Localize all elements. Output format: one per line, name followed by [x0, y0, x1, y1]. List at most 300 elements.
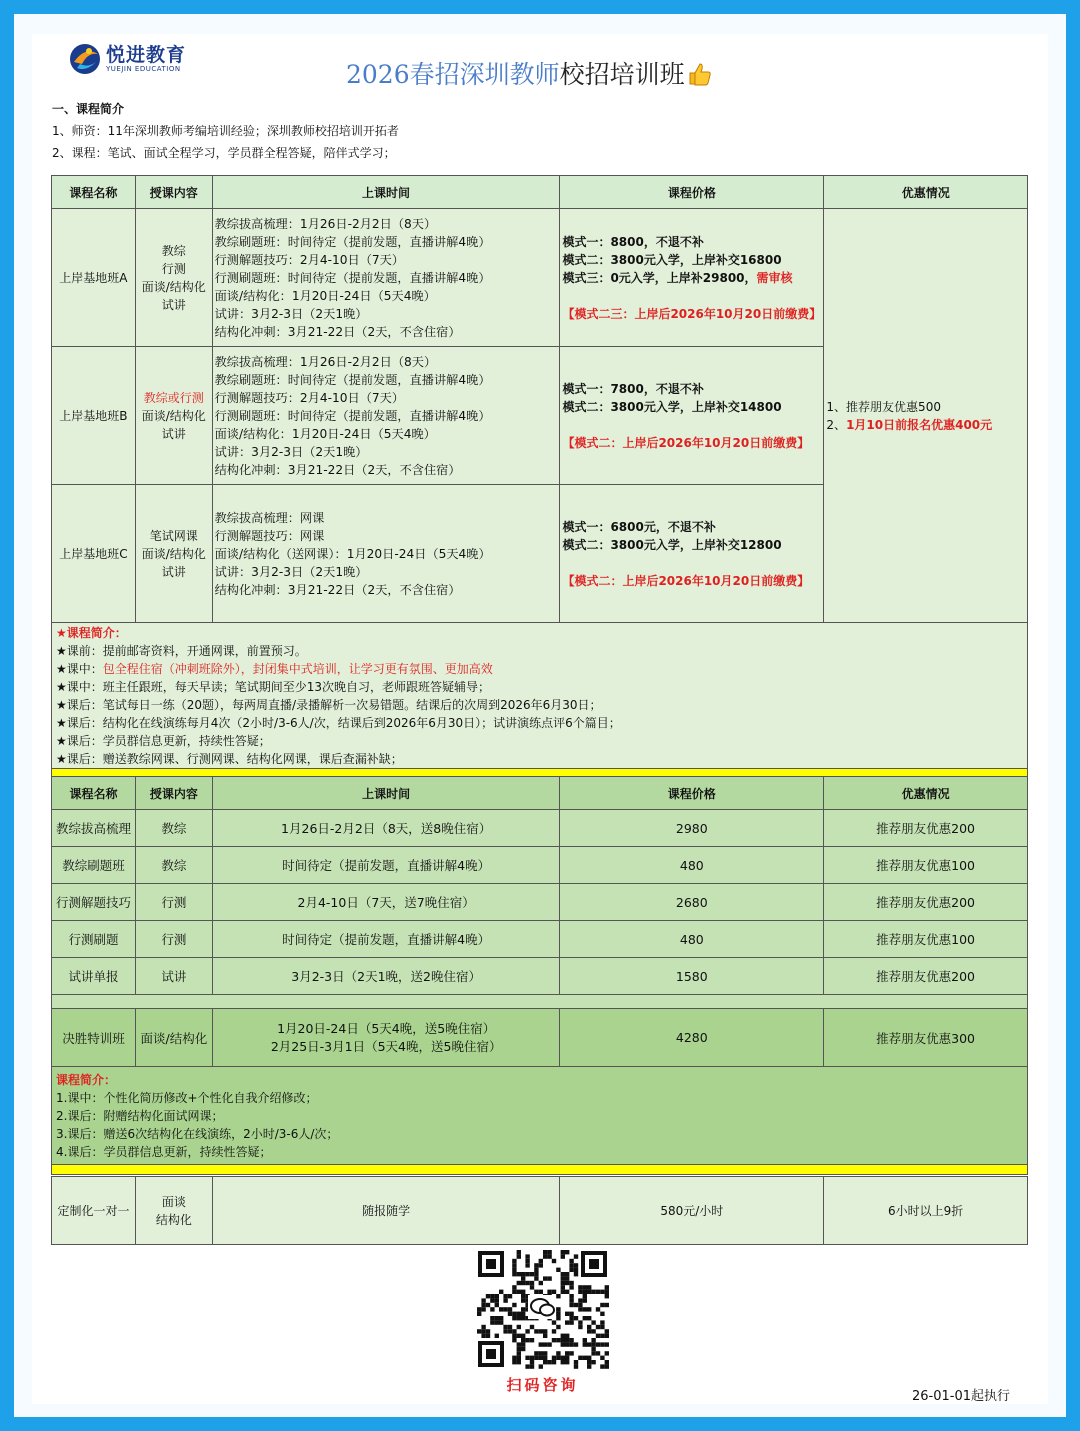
- logo-name: 悦进教育: [106, 43, 187, 66]
- package-times: [212, 485, 560, 623]
- qr-module: [547, 1254, 551, 1258]
- qr-module: [561, 1272, 565, 1276]
- qr-module: [517, 1325, 521, 1329]
- price-line: 模式二：3800元入学，上岸补交16800: [562, 252, 782, 267]
- qr-module: [565, 1356, 569, 1360]
- qr-module: [495, 1303, 499, 1307]
- qr-module: [605, 1303, 609, 1307]
- qr-module: [508, 1329, 512, 1333]
- qr-module: [591, 1360, 595, 1364]
- qr-module: [561, 1290, 565, 1294]
- qr-module: [605, 1329, 609, 1333]
- qr-module: [578, 1298, 582, 1302]
- qr-module: [574, 1263, 578, 1267]
- qr-module: [512, 1263, 516, 1267]
- qr-module: [530, 1364, 534, 1368]
- qr-module: [508, 1325, 512, 1329]
- qr-module: [569, 1294, 573, 1298]
- course-discount: 推荐朋友优惠100: [824, 847, 1028, 884]
- content-line: 结构化: [155, 1212, 192, 1227]
- table-row: [52, 1009, 1028, 1067]
- qr-module: [600, 1342, 604, 1346]
- qr-module: [539, 1259, 543, 1263]
- qr-module: [565, 1290, 569, 1294]
- time-line: 2月25日-3月1日（5天4晚，送5晚住宿）: [270, 1038, 502, 1054]
- qr-module: [552, 1356, 556, 1360]
- qr-module: [556, 1325, 560, 1329]
- qr-module: [556, 1307, 560, 1311]
- qr-module: [525, 1263, 529, 1267]
- qr-module: [539, 1329, 543, 1333]
- qr-module: [587, 1316, 591, 1320]
- payment-note: 【模式二三：上岸后2026年10月20日前缴费】: [562, 306, 822, 321]
- intro-line-2: 2、课程：笔试、面试全程学习，学员群全程答疑，陪伴式学习；: [52, 146, 396, 160]
- course-time: 3月2-3日（2天1晚，送2晚住宿）: [212, 958, 560, 995]
- content-line: 教综: [161, 243, 186, 258]
- qr-module: [600, 1290, 604, 1294]
- course-price: 480: [560, 847, 824, 884]
- note-prefix: ★课中：: [56, 661, 103, 676]
- note-line: 4.课后：学员群信息更新，持续性答疑；: [56, 1144, 272, 1159]
- qr-module: [605, 1364, 609, 1368]
- qr-module: [530, 1285, 534, 1289]
- qr-module: [596, 1290, 600, 1294]
- page-title: [346, 58, 713, 92]
- qr-module: [490, 1320, 494, 1324]
- qr-module: [578, 1325, 582, 1329]
- qr-module: [552, 1290, 556, 1294]
- course-price: 2680: [560, 884, 824, 921]
- table-row: [52, 1177, 1028, 1245]
- qr-module: [521, 1334, 525, 1338]
- qr-module: [596, 1325, 600, 1329]
- qr-module: [583, 1342, 587, 1346]
- note-line: ★课后：赠送教综网课、行测网课、结构化网课，课后查漏补缺；: [56, 751, 403, 766]
- time-line: 试讲：3月2-3日（2天1晚）: [214, 564, 368, 579]
- content-line: 面谈/结构化: [141, 408, 206, 423]
- package-content: [135, 347, 212, 485]
- content-line: 试讲: [161, 564, 186, 579]
- time-line: 试讲：3月2-3日（2天1晚）: [214, 444, 368, 459]
- qr-module: [521, 1276, 525, 1280]
- qr-code[interactable]: [476, 1249, 609, 1369]
- qr-module: [534, 1290, 538, 1294]
- qr-module: [517, 1312, 521, 1316]
- course-name: 行测解题技巧: [52, 884, 136, 921]
- note-line: ★课后：笔试每日一练（20题），每两周直播/录播解析一次易错题。结课后的次周到2026年6月30日；: [56, 697, 602, 712]
- qr-module: [490, 1307, 494, 1311]
- course-time: 随报随学: [212, 1177, 560, 1245]
- time-line: 试讲：3月2-3日（2天1晚）: [214, 306, 368, 321]
- qr-module: [561, 1334, 565, 1338]
- time-line: 教综拔高梳理：网课: [214, 510, 325, 525]
- qr-module: [591, 1338, 595, 1342]
- package-content: [135, 485, 212, 623]
- qr-module: [605, 1334, 609, 1338]
- qr-module: [512, 1259, 516, 1263]
- qr-module: [569, 1281, 573, 1285]
- qr-module: [512, 1312, 516, 1316]
- qr-module: [569, 1312, 573, 1316]
- time-line: 行测解题技巧：2月4-10日（7天）: [214, 252, 405, 267]
- qr-module: [477, 1329, 481, 1333]
- qr-module: [556, 1316, 560, 1320]
- qr-module: [569, 1259, 573, 1263]
- qr-module: [578, 1356, 582, 1360]
- course-content: 行测: [135, 921, 212, 958]
- qr-module: [574, 1342, 578, 1346]
- qr-module: [517, 1250, 521, 1254]
- price-line: 模式一：7800，不退不补: [562, 381, 704, 396]
- qr-module: [534, 1263, 538, 1267]
- qr-module: [587, 1285, 591, 1289]
- qr-module: [495, 1316, 499, 1320]
- course-time: 2月4-10日（7天，送7晚住宿）: [212, 884, 560, 921]
- qr-module: [587, 1364, 591, 1368]
- qr-module: [512, 1272, 516, 1276]
- qr-module: [495, 1320, 499, 1324]
- qr-module: [600, 1303, 604, 1307]
- qr-module: [583, 1290, 587, 1294]
- qr-module: [552, 1259, 556, 1263]
- qr-module: [521, 1338, 525, 1342]
- course-price: 4280: [560, 1009, 824, 1067]
- package-table: [51, 175, 1028, 779]
- qr-module: [561, 1254, 565, 1258]
- qr-module: [499, 1316, 503, 1320]
- content-line-highlight: 教综或行测: [143, 390, 204, 405]
- qr-module: [512, 1285, 516, 1289]
- qr-module: [547, 1276, 551, 1280]
- time-line: 行测解题技巧：2月4-10日（7天）: [214, 390, 405, 405]
- qr-module: [530, 1325, 534, 1329]
- package-content: [135, 209, 212, 347]
- qr-module: [525, 1259, 529, 1263]
- qr-module: [512, 1303, 516, 1307]
- time-line: 面谈/结构化（送网课）：1月20日-24日（5天4晚）: [214, 546, 491, 561]
- time-line: 面谈/结构化：1月20日-24日（5天4晚）: [214, 288, 436, 303]
- qr-module: [561, 1250, 565, 1254]
- course-time: 时间待定（提前发题，直播讲解4晚）: [212, 847, 560, 884]
- qr-module: [578, 1320, 582, 1324]
- qr-module: [521, 1298, 525, 1302]
- time-line: 教综刷题班：时间待定（提前发题，直播讲解4晚）: [214, 372, 491, 387]
- qr-module: [600, 1312, 604, 1316]
- qr-module: [503, 1307, 507, 1311]
- custom-course-table: [51, 1176, 1028, 1245]
- qr-module: [539, 1290, 543, 1294]
- qr-module: [569, 1285, 573, 1289]
- special-notes: [52, 1067, 1028, 1165]
- content-line: 试讲: [161, 297, 186, 312]
- qr-module: [574, 1268, 578, 1272]
- qr-module: [486, 1294, 490, 1298]
- qr-module: [521, 1290, 525, 1294]
- qr-module: [561, 1342, 565, 1346]
- qr-module: [517, 1316, 521, 1320]
- qr-module: [565, 1334, 569, 1338]
- header-time: 上课时间: [212, 176, 560, 209]
- qr-module: [587, 1307, 591, 1311]
- qr-module: [556, 1356, 560, 1360]
- qr-module: [565, 1342, 569, 1346]
- qr-module: [499, 1307, 503, 1311]
- qr-module: [503, 1325, 507, 1329]
- qr-module: [539, 1263, 543, 1267]
- qr-module: [543, 1342, 547, 1346]
- header-time: 上课时间: [212, 777, 560, 810]
- qr-module: [508, 1312, 512, 1316]
- effective-date: 26-01-01起执行: [912, 1389, 1011, 1404]
- course-content: 行测: [135, 884, 212, 921]
- discount-line-1: 1、推荐朋友优惠500: [826, 399, 941, 414]
- table-row: [52, 209, 1028, 347]
- qr-module: [534, 1351, 538, 1355]
- qr-module: [578, 1307, 582, 1311]
- qr-module: [547, 1342, 551, 1346]
- qr-module: [583, 1356, 587, 1360]
- qr-module: [561, 1356, 565, 1360]
- qr-module: [561, 1276, 565, 1280]
- note-line: ★课前：提前邮寄资料，开通网课，前置预习。: [56, 643, 307, 658]
- qr-module: [565, 1360, 569, 1364]
- qr-module: [512, 1316, 516, 1320]
- qr-module: [525, 1254, 529, 1258]
- time-line: 行测刷题班：时间待定（提前发题，直播讲解4晚）: [214, 408, 491, 423]
- qr-module: [499, 1290, 503, 1294]
- qr-module: [547, 1250, 551, 1254]
- qr-module: [552, 1360, 556, 1364]
- qr-module: [596, 1307, 600, 1311]
- qr-module: [565, 1312, 569, 1316]
- qr-module: [569, 1342, 573, 1346]
- qr-module: [517, 1254, 521, 1258]
- qr-module: [521, 1347, 525, 1351]
- qr-module: [481, 1307, 485, 1311]
- course-discount: 推荐朋友优惠300: [824, 1009, 1028, 1067]
- qr-module: [605, 1351, 609, 1355]
- course-price: 580元/小时: [560, 1177, 824, 1245]
- time-line: 教综拔高梳理：1月26日-2月2日（8天）: [214, 354, 437, 369]
- qr-module: [486, 1334, 490, 1338]
- time-line: 教综拔高梳理：1月26日-2月2日（8天）: [214, 216, 437, 231]
- single-course-table: [51, 776, 1028, 1032]
- qr-module: [596, 1351, 600, 1355]
- qr-module: [578, 1290, 582, 1294]
- qr-module: [591, 1320, 595, 1324]
- qr-module: [605, 1285, 609, 1289]
- package-name: 上岸基地班C: [52, 485, 136, 623]
- qr-module: [591, 1342, 595, 1346]
- qr-module: [569, 1316, 573, 1320]
- qr-module: [490, 1298, 494, 1302]
- course-name: 教综拔高梳理: [52, 810, 136, 847]
- qr-module: [569, 1320, 573, 1324]
- qr-module: [600, 1320, 604, 1324]
- qr-module: [574, 1254, 578, 1258]
- payment-note: 【模式二：上岸后2026年10月20日前缴费】: [562, 573, 810, 588]
- qr-module: [481, 1329, 485, 1333]
- qr-module: [530, 1360, 534, 1364]
- qr-label: 扫码咨询: [506, 1376, 579, 1394]
- price-line: [562, 269, 823, 287]
- table-row: [52, 921, 1028, 958]
- note-line: ★课后：学员群信息更新，持续性答疑；: [56, 733, 271, 748]
- qr-module: [495, 1334, 499, 1338]
- qr-module: [569, 1298, 573, 1302]
- qr-module: [543, 1254, 547, 1258]
- qr-module: [574, 1316, 578, 1320]
- qr-module: [517, 1351, 521, 1355]
- logo-mark-icon: [68, 42, 102, 76]
- qr-module: [569, 1263, 573, 1267]
- time-line: 教综刷题班：时间待定（提前发题，直播讲解4晚）: [214, 234, 491, 249]
- table-header-row: [52, 176, 1028, 209]
- qr-module: [605, 1294, 609, 1298]
- qr-module: [517, 1290, 521, 1294]
- qr-module: [565, 1250, 569, 1254]
- course-name: 试讲单报: [52, 958, 136, 995]
- qr-module: [499, 1320, 503, 1324]
- price-line-text: 模式三：0元入学，上岸补29800，: [562, 270, 757, 285]
- intro-line-1: 1、师资：11年深圳教师考编培训经验；深圳教师校招培训开拓者: [52, 124, 399, 138]
- qr-module: [574, 1272, 578, 1276]
- qr-module: [565, 1276, 569, 1280]
- table-row: [52, 847, 1028, 884]
- time-line: 结构化冲刺：3月21-22日（2天，不含住宿）: [214, 582, 461, 597]
- qr-module: [574, 1303, 578, 1307]
- time-line: 结构化冲刺：3月21-22日（2天，不含住宿）: [214, 462, 461, 477]
- qr-module: [525, 1364, 529, 1368]
- header-course-name: 课程名称: [52, 777, 136, 810]
- notes-row: [52, 1067, 1028, 1165]
- qr-module: [591, 1347, 595, 1351]
- qr-module: [517, 1334, 521, 1338]
- course-content: 教综: [135, 847, 212, 884]
- qr-module: [587, 1356, 591, 1360]
- course-content: [135, 1177, 212, 1245]
- notes-heading: ★课程简介：: [56, 625, 127, 640]
- qr-module: [521, 1272, 525, 1276]
- qr-module: [583, 1294, 587, 1298]
- table-row: [52, 884, 1028, 921]
- qr-module: [530, 1281, 534, 1285]
- qr-module: [512, 1334, 516, 1338]
- qr-module: [583, 1298, 587, 1302]
- time-line: 面谈/结构化：1月20日-24日（5天4晚）: [214, 426, 436, 441]
- qr-module: [600, 1364, 604, 1368]
- thumbs-up-icon: [687, 61, 713, 87]
- course-time: 时间待定（提前发题，直播讲解4晚）: [212, 921, 560, 958]
- course-time: [212, 1009, 560, 1067]
- qr-module: [512, 1329, 516, 1333]
- header-price: 课程价格: [560, 176, 824, 209]
- qr-module: [565, 1351, 569, 1355]
- course-time: 1月26日-2月2日（8天，送8晚住宿）: [212, 810, 560, 847]
- discount-line-2: [826, 416, 1027, 434]
- notes-heading: 课程简介：: [56, 1072, 117, 1087]
- yellow-divider: [52, 1165, 1028, 1175]
- qr-module: [539, 1356, 543, 1360]
- qr-module: [530, 1272, 534, 1276]
- header-discount: 优惠情况: [824, 176, 1028, 209]
- divider-row: [52, 1165, 1028, 1175]
- qr-module: [587, 1290, 591, 1294]
- qr-module: [543, 1334, 547, 1338]
- package-times: [212, 347, 560, 485]
- qr-module: [556, 1294, 560, 1298]
- note-line: 3.课后：赠送6次结构化在线演练，2小时/3-6人/次；: [56, 1126, 339, 1141]
- qr-module: [569, 1338, 573, 1342]
- course-name: 决胜特训班: [52, 1009, 136, 1067]
- qr-module: [543, 1276, 547, 1280]
- qr-module: [521, 1307, 525, 1311]
- special-course-table: [51, 1008, 1028, 1175]
- qr-module: [543, 1356, 547, 1360]
- qr-module: [565, 1281, 569, 1285]
- qr-module: [543, 1351, 547, 1355]
- qr-module: [512, 1338, 516, 1342]
- course-content: 教综: [135, 810, 212, 847]
- price-line: 模式二：3800元入学，上岸补交12800: [562, 537, 782, 552]
- qr-module: [481, 1325, 485, 1329]
- qr-module: [481, 1303, 485, 1307]
- qr-module: [517, 1356, 521, 1360]
- course-content: 试讲: [135, 958, 212, 995]
- qr-module: [552, 1338, 556, 1342]
- qr-module: [587, 1360, 591, 1364]
- qr-module: [569, 1303, 573, 1307]
- note-line: ★课中：班主任跟班，每天早读；笔试期间至少13次晚自习，老师跟班答疑辅导；: [56, 679, 491, 694]
- note-line: 1.课中：个性化简历修改+个性化自我介绍修改；: [56, 1090, 318, 1105]
- qr-module: [596, 1342, 600, 1346]
- qr-module: [525, 1356, 529, 1360]
- qr-module: [600, 1325, 604, 1329]
- qr-module: [517, 1281, 521, 1285]
- course-price: 2980: [560, 810, 824, 847]
- qr-module: [481, 1298, 485, 1302]
- qr-module: [534, 1272, 538, 1276]
- qr-module: [503, 1329, 507, 1333]
- qr-module: [539, 1342, 543, 1346]
- qr-module: [587, 1325, 591, 1329]
- qr-module: [512, 1356, 516, 1360]
- early-bird-discount: 1月10日前报名优惠400元: [846, 417, 993, 432]
- qr-module: [495, 1298, 499, 1302]
- qr-module: [547, 1290, 551, 1294]
- qr-module: [521, 1281, 525, 1285]
- course-price: 1580: [560, 958, 824, 995]
- content-line: 笔试网课: [149, 528, 198, 543]
- note-highlight: 包全程住宿（冲刺班除外），封闭集中式培训，让学习更有氛围、更加高效: [102, 661, 493, 676]
- content-line: 行测: [161, 261, 186, 276]
- qr-module: [605, 1360, 609, 1364]
- qr-module: [583, 1316, 587, 1320]
- package-times: [212, 209, 560, 347]
- qr-module: [565, 1320, 569, 1324]
- intro-section: [52, 98, 399, 164]
- qr-module: [543, 1329, 547, 1333]
- qr-module: [517, 1342, 521, 1346]
- qr-module: [525, 1272, 529, 1276]
- qr-module: [547, 1360, 551, 1364]
- notes-row: [52, 623, 1028, 769]
- qr-module: [591, 1290, 595, 1294]
- qr-module: [565, 1338, 569, 1342]
- qr-module: [517, 1347, 521, 1351]
- qr-module: [605, 1290, 609, 1294]
- course-name: 行测刷题: [52, 921, 136, 958]
